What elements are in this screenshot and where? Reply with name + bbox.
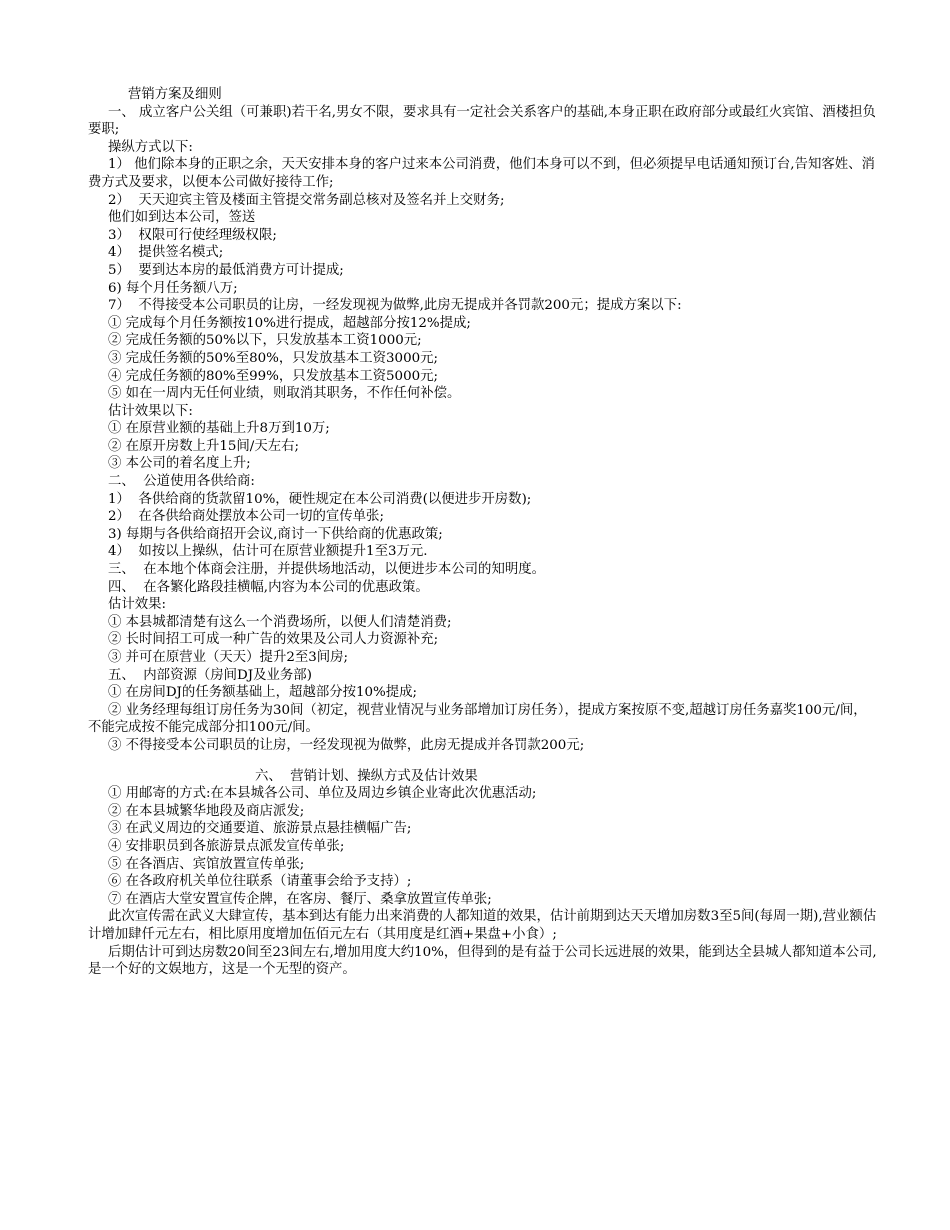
document-page bbox=[88, 86, 878, 979]
section-2-item-1: 1） 各供给商的货款留10%，硬性规定在本公司消费(以便进步开房数); bbox=[108, 491, 532, 507]
section-6-heading: 六、 营销计划、操纵方式及估计效果 bbox=[255, 768, 478, 784]
section-2-item-4: 4） 如按以上操纵，估计可在原营业额提升1至3万元. bbox=[108, 544, 428, 560]
section-2-heading: 二、 公道使用各供给商: bbox=[108, 474, 255, 490]
section-5-item-3: ③ 不得接受本公司职员的让房，一经发现视为做弊，此房无提成并各罚款200元; bbox=[108, 737, 585, 753]
section-1-item-4: 4） 提供签名模式; bbox=[108, 245, 224, 261]
commission-item-3: ③ 完成任务额的50%至80%，只发放基本工资3000元; bbox=[108, 350, 439, 366]
section-1-item-7: 7） 不得接受本公司职员的让房，一经发现视为做弊,此房无提成并各罚款200元；提成方案以下: bbox=[108, 298, 682, 314]
section-6-item-2: ② 在本县城繁华地段及商店派发; bbox=[108, 803, 305, 819]
section-1-item-3: 3） 权限可行使经理级权限; bbox=[108, 227, 277, 243]
section-4-heading: 四、 在各繁化路段挂横幅,内容为本公司的优惠政策。 bbox=[108, 579, 429, 595]
section-6-item-3: ③ 在武义周边的交通要道、旅游景点悬挂横幅广告; bbox=[108, 821, 412, 837]
section-2-item-3: 3) 每期与各供给商招开会议,商讨一下供给商的优惠政策; bbox=[108, 526, 443, 542]
section-6-item-7: ⑦ 在酒店大堂安置宣传企牌，在客房、餐厅、桑拿放置宣传单张; bbox=[108, 891, 492, 907]
estimate-item-2: ② 在原开房数上升15间/天左右; bbox=[108, 438, 300, 454]
section-4-estimate-2: ② 长时间招工可成一种广告的效果及公司人力资源补充; bbox=[108, 632, 439, 648]
section-4-estimate-1: ① 本县城都清楚有这么一个消费场所，以便人们清楚消费; bbox=[108, 614, 452, 630]
section-6-item-5: ⑤ 在各酒店、宾馆放置宣传单张; bbox=[108, 856, 305, 872]
section-4-estimate: 估计效果: bbox=[108, 597, 167, 613]
section-1-item-2: 2） 天天迎宾主管及楼面主管提交常务副总核对及签名并上交财务; bbox=[108, 192, 505, 208]
estimate-item-3: ③ 本公司的着名度上升; bbox=[108, 456, 251, 472]
section-5-heading: 五、 内部资源（房间DJ及业务部) bbox=[108, 667, 312, 683]
section-1-item-2b: 他们如到达本公司，签送 bbox=[108, 210, 256, 226]
section-1-item-1: 1） 他们除本身的正职之余，天天安排本身的客户过来本公司消费，他们本身可以不到，但必须提早电话通知预订台,告知客姓、消费方式及要求，以便本公司做好接待工作; bbox=[88, 157, 875, 190]
section-3-heading: 三、 在本地个体商会注册，并提供场地活动，以便进步本公司的知明度。 bbox=[108, 562, 546, 578]
section-2-item-2: 2） 在各供给商处摆放本公司一切的宣传单张; bbox=[108, 509, 384, 525]
section-6-paragraph-1: 此次宣传需在武义大肆宣传，基本到达有能力出来消费的人都知道的效果，估计前期到达天天增加房数3至5间(每周一期),营业额估计增加肆仟元左右，相比原用度增加伍佰元左右（其用度是红酒+果盘+小食）; bbox=[88, 909, 877, 942]
section-5-item-2: ② 业务经理每组订房任务为30间（初定，视营业情况与业务部增加订房任务），提成方案按原不变,超越订房任务嘉奖100元/间，不能完成按不能完成部分扣100元/间。 bbox=[88, 702, 867, 736]
section-6-item-1: ① 用邮寄的方式:在本县城各公司、单位及周边乡镇企业寄此次优惠活动; bbox=[108, 786, 537, 802]
commission-item-4: ④ 完成任务额的80%至99%，只发放基本工资5000元; bbox=[108, 368, 439, 384]
section-1-estimate: 估计效果以下: bbox=[108, 403, 193, 419]
section-6-item-4: ④ 安排职员到各旅游景点派发宣传单张; bbox=[108, 838, 345, 854]
commission-item-1: ① 完成每个月任务额按10%进行提成，超越部分按12%提成; bbox=[108, 315, 471, 331]
section-1-heading: 一、 成立客户公关组（可兼职)若干名,男女不限，要求具有一定社会关系客户的基础,本身正职在政府部分或最红火宾馆、酒楼担负要职; bbox=[88, 104, 876, 138]
section-4-estimate-3: ③ 并可在原营业（天天）提升2至3间房; bbox=[108, 650, 349, 665]
section-1-item-5: 5） 要到达本房的最低消费方可计提成; bbox=[108, 262, 344, 278]
section-1-mode: 操纵方式以下: bbox=[108, 139, 193, 155]
section-6-item-6: ⑥ 在各政府机关单位往联系（请董事会给予支持）; bbox=[108, 874, 412, 890]
estimate-item-1: ① 在原营业额的基础上升8万到10万; bbox=[108, 421, 330, 437]
document-title: 营销方案及细则 bbox=[128, 87, 222, 102]
commission-item-2: ② 完成任务额的50%以下，只发放基本工资1000元; bbox=[108, 333, 422, 349]
section-6-paragraph-2: 后期估计可到达房数20间至23间左右,增加用度大约10%，但得到的是有益于公司长远进展的效果，能到达全县城人都知道本公司,是一个好的文娱地方，这是一个无型的资产。 bbox=[88, 944, 877, 978]
section-5-item-1: ① 在房间DJ的任务额基础上，超越部分按10%提成; bbox=[108, 685, 418, 701]
commission-item-5: ⑤ 如在一周内无任何业绩，则取消其职务，不作任何补偿。 bbox=[108, 386, 461, 402]
section-1-item-6: 6) 每个月任务额八万; bbox=[108, 280, 238, 296]
